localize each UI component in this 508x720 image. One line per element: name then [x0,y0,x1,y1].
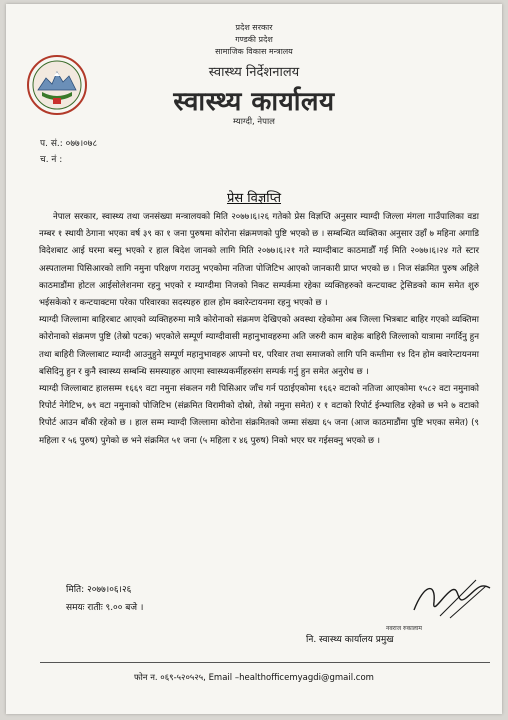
issue-date: मिति: २०७७।०६।२६ [66,585,132,595]
dispatch-number: च. नं : [40,155,63,165]
office-name: स्वास्थ्य कार्यालय [173,87,335,117]
signer-designation: नि. स्वास्थ्य कार्यालय प्रमुख [306,635,394,645]
letter-page [6,4,502,714]
ministry-line: सामाजिक विकास मन्त्रालय [215,47,293,56]
issue-time: समयः रातीः ९.०० बजे । [66,603,144,613]
footer-divider [40,662,490,663]
directorate-line: स्वास्थ्य निर्देशनालय [208,65,300,80]
contact-footer: फोन न. ०६९-५२०५२५, Email –healthofficemyagdi@gmail.com [134,673,374,683]
signer-name: नवराज रुकालाम [386,625,422,632]
gov-line: प्रदेश सरकार [235,23,273,32]
document-title: प्रेस विज्ञप्ति [226,191,282,206]
paragraph-1: नेपाल सरकार, स्वास्थ्य तथा जनसंख्या मन्त्रालयको मिति २०७७।६।२६ गतेको प्रेस विज्ञप्ति अनुसार म्याग्दी जिल्ला मंगला गाउँपालिका वडा नम्बर १ स्थायी ठेगाना भएका वर्ष ३९ का १ जना पुरुषमा कोरोना संक्रमणको पुष्टि भएको छ । सम्बन्धित व्यक्तिका अनुसार उहाँ ७ महिना अगाडि विदेशबाट आई घरमा बस्नु भएको र हाल बिदेश जानको लागि मिति २०७७।६।२१ गते म्याग्दीबाट काठमाडौँ गई मिति २०७७।६।२४ गते स्टार अस्पतालमा पिसिआरको लागि नमुना परिक्षण गराउनु भएकोमा नतिजा पोजिटिभ आएको जानकारी प्राप्त भएको छ । निज संक्रमित पुरुष अहिले काठमाडौंमा होटल आईसोलेशनमा रहनु भएको र म्याग्दीमा निजको निकट सम्पर्कमा रहेका व्यक्तिहरुको कन्टयाक्ट ट्रेसिङको काम समेत शुरु भईसकेको र कन्टयाक्टमा परेका परिवारका सदस्यहरु हाल होम क्वारेन्टायनमा रहनु भएको छ । [39,212,479,309]
paragraph-2: म्याग्दी जिल्लामा बाहिरबाट आएको व्यक्तिहरुमा मात्रै कोरोनाको संक्रमण देखिएको अवस्था रहेकोमा अब जिल्ला भित्रबाट बाहिर गएको व्यक्तिमा कोरोनाको संक्रमण पुष्टि (तेस्रो पटक) भएकोले सम्पूर्ण म्याग्दीवासी महानुभावहरुमा अति जरुरी काम बाहेक बाहिरी जिल्लाको यात्रामा नगर्दिनु हुन तथा बाहिरी जिल्लाबाट म्याग्दी आउनुहुने सम्पूर्ण महानुभावहरु आफ्नो घर, परिवार तथा समाजको लागि पनि कम्तीमा १४ दिन होम क्वारेन्टायनमा बसिदिनु हुन र कुनै स्वास्थ्य सम्बन्धि समस्याहरु आएमा स्वास्थ्यकर्मीहरुसंग सम्पर्क गर्नु हुन समेत अनुरोध छ । [39,315,479,377]
letter-number: प. सं.: ०७७।०७८ [40,139,98,149]
paragraph-3: म्याग्दी जिल्लाबाट हालसम्म १६६९ वटा नमुना संकलन गरी पिसिआर जाँच गर्न पठाईएकोमा १६६२ वटाको नतिजा आएकोमा १५८२ वटा नमुनाको रिपोर्ट नेगेटिभ, ७९ वटा नमुनाको पोजिटिभ (संक्रमित विरामीको दोस्रो, तेस्रो नमुना समेत) र १ वटाको रिपोर्ट ईन्भ्यालिड रहेको छ भने ७ वटाको रिपोर्ट आउन बाँकी रहेको छ । हाल सम्म म्याग्दी जिल्लामा कोरोना संक्रमितको जम्मा संख्या ६५ जना (आज काठमाडौंमा पुष्टि भएका समेत) (९ महिला र ५६ पुरुष) पुगेको छ भने संक्रमित ५१ जना (५ महिला र ४६ पुरुष) निको भएर घर गईसक्नु भएको छ । [39,384,479,446]
office-location: म्याग्दी, नेपाल [233,117,275,127]
handwritten-signature-icon [406,576,498,626]
document-body [39,209,479,450]
province-line: गण्डकी प्रदेश [235,35,273,44]
